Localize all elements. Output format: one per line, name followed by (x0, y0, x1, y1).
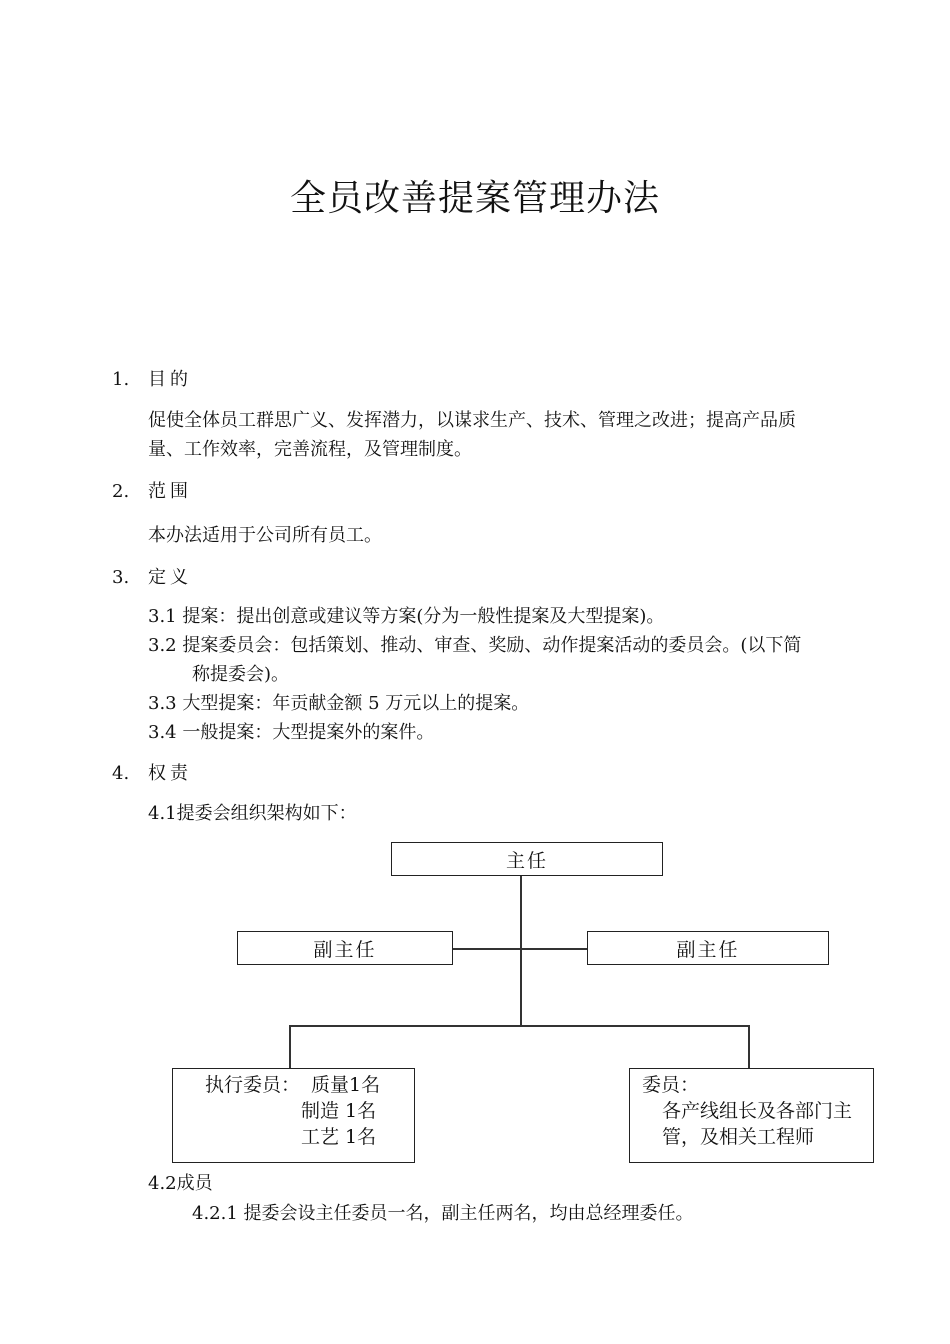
org-deputy-connector (452, 948, 588, 950)
members-line-2: 管，及相关工程师 (662, 1126, 815, 1148)
org-box-director (391, 842, 663, 876)
members-label: 委员： (642, 1074, 700, 1096)
org-branch-connector (289, 1025, 750, 1027)
org-box-members (629, 1068, 874, 1163)
exec-line-3: 工艺 1名 (301, 1126, 377, 1148)
definition-3-3: 3.3 大型提案：年贡献金额 5 万元以上的提案。 (148, 693, 530, 714)
section-1-body-line-1: 促使全体员工群思广义、发挥潜力，以谋求生产、技术、管理之改进；提高产品质 (148, 410, 796, 431)
item-4-2-1: 4.2.1 提委会设主任委员一名，副主任两名，均由总经理委任。 (192, 1203, 694, 1224)
exec-line-2: 制造 1名 (301, 1100, 377, 1122)
org-box-deputy-left (237, 931, 453, 965)
org-deputy-right-label: 副主任 (676, 938, 740, 961)
section-1-number: 1. (112, 369, 130, 390)
section-1-body-line-2: 量、工作效率，完善流程，及管理制度。 (148, 439, 472, 460)
org-left-drop (289, 1025, 291, 1069)
members-line-1: 各产线组长及各部门主 (662, 1100, 853, 1122)
section-3-number: 3. (112, 567, 130, 588)
definition-3-2: 3.2 提案委员会：包括策划、推动、审查、奖励、动作提案活动的委员会。(以下简 (148, 635, 802, 656)
section-2-body-line-1: 本办法适用于公司所有员工。 (148, 525, 382, 546)
org-director-label: 主任 (505, 849, 548, 872)
definition-3-1: 3.1 提案：提出创意或建议等方案(分为一般性提案及大型提案)。 (148, 606, 665, 627)
exec-line-1: 质量1名 (311, 1074, 381, 1096)
section-2-number: 2. (112, 481, 130, 502)
section-4-heading: 权责 (148, 763, 192, 784)
org-box-executive (172, 1068, 415, 1163)
exec-label: 执行委员： (205, 1074, 301, 1096)
item-4-2: 4.2成员 (148, 1173, 213, 1194)
section-4-number: 4. (112, 763, 130, 784)
section-3-heading: 定义 (148, 567, 192, 588)
section-1-heading: 目的 (148, 369, 192, 390)
document-title: 全员改善提案管理办法 (289, 178, 660, 219)
org-deputy-left-label: 副主任 (313, 938, 377, 961)
item-4-1: 4.1提委会组织架构如下： (148, 803, 357, 824)
org-right-drop (748, 1025, 750, 1069)
definition-3-2-cont: 称提委会)。 (192, 664, 290, 685)
org-box-deputy-right (587, 931, 829, 965)
org-vertical-connector (520, 874, 522, 1026)
section-2-heading: 范围 (148, 481, 192, 502)
definition-3-4: 3.4 一般提案：大型提案外的案件。 (148, 722, 435, 743)
